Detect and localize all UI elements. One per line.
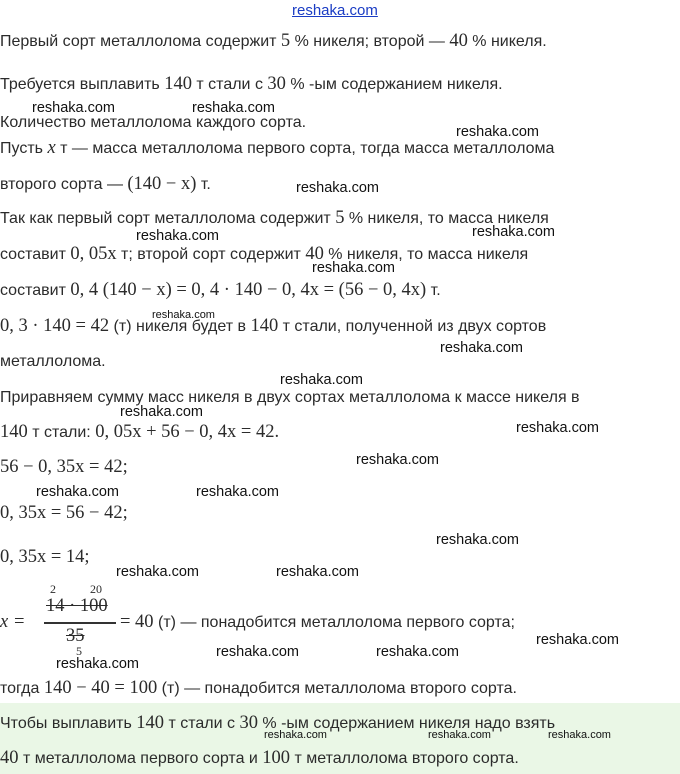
watermark: reshaka.com [456,124,540,140]
watermark: reshaka.com [120,404,204,420]
watermark: reshaka.com [376,644,460,660]
watermark: reshaka.com [276,564,360,580]
fraction-result: = 40 (т) — понадобится металлолома первого сорта; [120,612,515,632]
fraction-denominator: 35 [66,626,85,646]
cancel-mark-2: 2 [50,582,56,596]
text-line-11: Приравняем сумму масс никеля в двух сортах металлолома к массе никеля в [0,389,580,406]
watermark: reshaka.com [32,100,116,116]
text-line-2: Требуется выплавить 140 т стали с 30 % -ым содержанием никеля. [0,74,503,94]
text-line-17: тогда 140 − 40 = 100 (т) — понадобится металлолома второго сорта. [0,678,517,698]
watermark: reshaka.com [192,100,276,116]
watermark: reshaka.com [472,224,556,240]
text-line-9: 0, 3 · 140 = 42 (т) никеля будет в 140 т стали, полученной из двух сортов [0,316,547,336]
watermark: reshaka.com [428,729,491,741]
fraction-bar [44,622,116,624]
text-line-5: второго сорта — (140 − x) т. [0,174,211,194]
equation-3: 0, 35x = 14; [0,547,90,567]
fraction-numerator: 14 · 100 [46,596,108,616]
equation-2: 0, 35x = 56 − 42; [0,503,128,523]
text-line-4: Пусть x т — масса металлолома первого сорта, тогда масса металлолома [0,138,555,158]
text-line-1: Первый сорт металлолома содержит 5 % никеля; второй — 40 % никеля. [0,31,547,51]
watermark: reshaka.com [356,452,440,468]
watermark: reshaka.com [440,340,524,356]
text-line-12: 140 т стали: 0, 05x + 56 − 0, 4x = 42. [0,422,280,442]
watermark-link[interactable]: reshaka.com [292,2,378,19]
watermark: reshaka.com [136,228,220,244]
watermark: reshaka.com [548,729,611,741]
answer-line-2: 40 т металлолома первого сорта и 100 т металлолома второго сорта. [0,748,519,768]
text-line-7: составит 0, 05x т; второй сорт содержит 40 % никеля, то масса никеля [0,244,529,264]
watermark: reshaka.com [516,420,600,436]
answer-line-1: Чтобы выплавить 140 т стали с 30 % -ым содержанием никеля надо взять [0,713,556,733]
text-line-3: Количество металлолома каждого сорта. [0,114,307,131]
text-line-8: составит 0, 4 (140 − x) = 0, 4 · 140 − 0, 4x = (56 − 0, 4x) т. [0,280,441,300]
text-line-10: металлолома. [0,353,106,370]
fraction-x-label: x = [0,612,26,632]
cancel-mark-20: 20 [90,582,102,596]
watermark: reshaka.com [436,532,520,548]
watermark: reshaka.com [152,309,215,321]
watermark: reshaka.com [264,729,327,741]
watermark: reshaka.com [56,656,140,672]
cancel-mark-5: 5 [76,644,82,658]
watermark: reshaka.com [312,260,396,276]
watermark: reshaka.com [36,484,120,500]
watermark: reshaka.com [536,632,620,648]
equation-1: 56 − 0, 35x = 42; [0,457,128,477]
watermark: reshaka.com [216,644,300,660]
watermark: reshaka.com [296,180,380,196]
watermark: reshaka.com [280,372,364,388]
text-line-6: Так как первый сорт металлолома содержит 5 % никеля, то масса никеля [0,208,549,228]
watermark: reshaka.com [196,484,280,500]
watermark: reshaka.com [116,564,200,580]
